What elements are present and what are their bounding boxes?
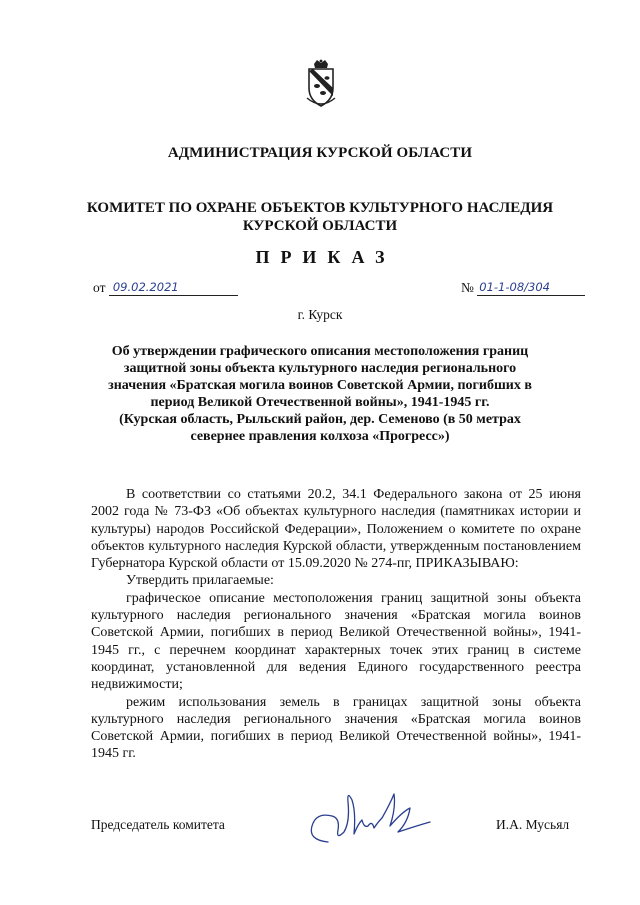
subject-line: севернее правления колхоза «Прогресс») (190, 429, 450, 445)
date-value: 09.02.2021 (112, 280, 179, 294)
number-value: 01-1-08/304 (479, 280, 550, 294)
body-paragraph-item-1: графическое описание местоположения границ защитной зоны объекта культурного наследия регионального значения «Братская могила воинов Советской Армии, погибших в период Великой Отечественной войны», 1941-1945 гг., с перечнем координат характерных точек этих границ в системе координат, установленной для ведения Единого государственного реестра недвижимости; (91, 590, 581, 693)
subject-line: защитной зоны объекта культурного наследия регионального (123, 361, 517, 377)
document-type: ПРИКАЗ (255, 247, 396, 267)
subject-line: (Курская область, Рыльский район, дер. Семеново (в 50 метрах (119, 412, 521, 428)
order-body (91, 486, 581, 763)
coat-of-arms-icon (303, 58, 339, 108)
administration-title: АДМИНИСТРАЦИЯ КУРСКОЙ ОБЛАСТИ (167, 145, 473, 161)
number-underline (477, 279, 585, 296)
handwritten-signature (298, 782, 438, 852)
date-prefix: от (93, 280, 106, 295)
order-date (93, 279, 238, 296)
body-paragraph-approve: Утвердить прилагаемые: (126, 573, 274, 589)
subject-line: период Великой Отечественной войны», 1941-1945 гг. (150, 395, 490, 411)
city: г. Курск (297, 307, 343, 322)
committee-title (70, 199, 570, 235)
subject-line: Об утверждении графического описания местоположения границ (111, 344, 529, 359)
signatory-name: И.А. Мусьял (496, 817, 570, 832)
committee-title-line-2: КУРСКОЙ ОБЛАСТИ (242, 218, 398, 234)
order-number (461, 279, 585, 296)
order-subject (86, 343, 554, 446)
body-paragraph-basis: В соответствии со статьями 20.2, 34.1 Федерального закона от 25 июня 2002 года № 73-ФЗ «Об объектах культурного наследия (памятниках истории и культуры) народов Российской Федерации», Положением о комитете по охране объектов культурного наследия Курской области, утвержденным постановлением Губернатора Курской области от 15.09.2020 № 274-пг, ПРИКАЗЫВАЮ: (91, 487, 581, 572)
signatory-position: Председатель комитета (91, 817, 225, 832)
date-underline (109, 279, 238, 296)
subject-line: значения «Братская могила воинов Советской Армии, погибших в (108, 378, 532, 394)
committee-title-line-1: КОМИТЕТ ПО ОХРАНЕ ОБЪЕКТОВ КУЛЬТУРНОГО НАСЛЕДИЯ (86, 200, 554, 216)
number-prefix: № (461, 280, 474, 295)
body-paragraph-item-2: режим использования земель в границах защитной зоны объекта культурного наследия регионального значения «Братская могила воинов Советской Армии, погибших в период Великой Отечественной войны», 1941-1945 гг. (91, 694, 581, 762)
